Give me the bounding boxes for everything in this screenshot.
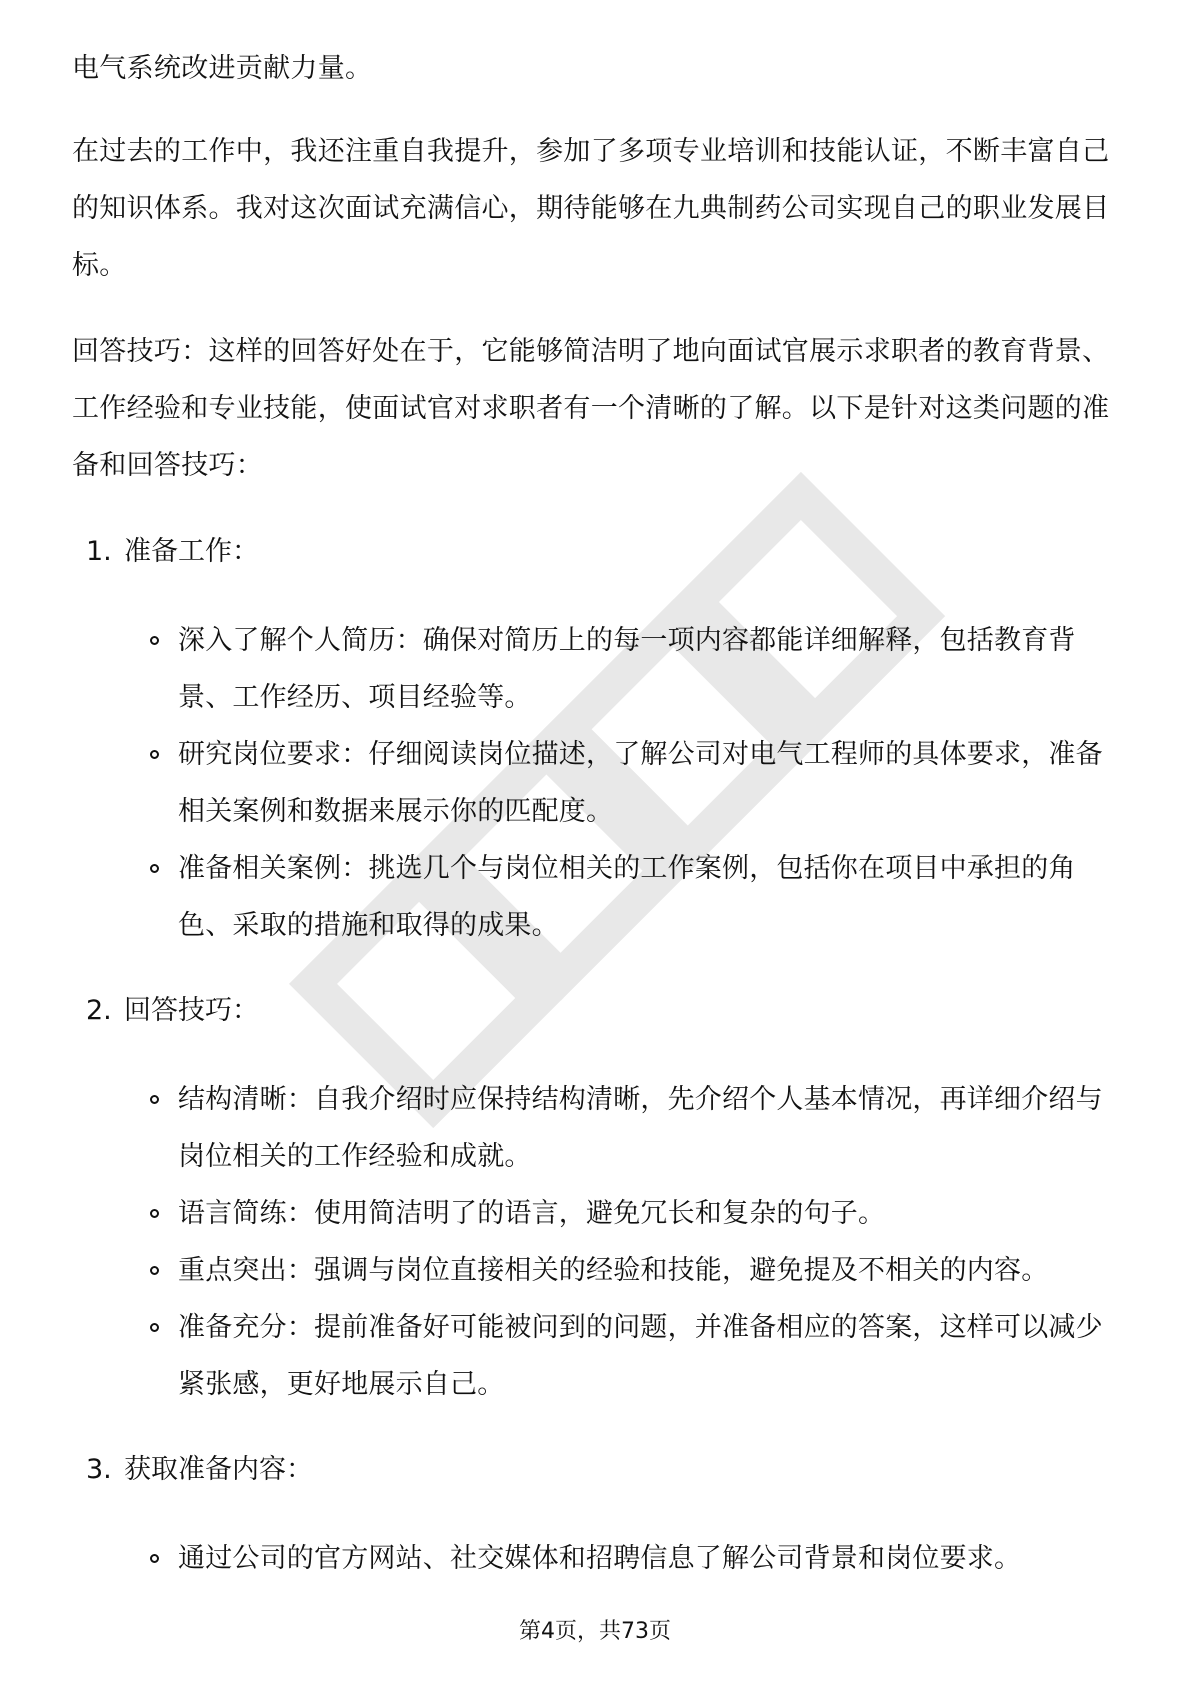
- list-item-text: 研究岗位要求：仔细阅读岗位描述，了解公司对电气工程师的具体要求，准备相关案例和数据来展示你的匹配度。: [178, 739, 1103, 827]
- list-item-text: 通过公司的官方网站、社交媒体和招聘信息了解公司背景和岗位要求。: [178, 1543, 1022, 1574]
- page-number-footer: 第4页，共73页: [519, 1619, 671, 1644]
- bullet-circle-icon: [150, 1209, 159, 1218]
- list-item: [178, 726, 1122, 840]
- list-item: [178, 1530, 1122, 1587]
- list-item: [178, 1185, 1122, 1242]
- section-get-content: [72, 1441, 1122, 1587]
- section-answer-tips: [72, 982, 1122, 1413]
- bullet-circle-icon: [150, 636, 159, 645]
- section-title: 回答技巧：: [124, 995, 259, 1026]
- section-number: 1.: [86, 536, 112, 567]
- section-heading: [72, 1441, 1122, 1498]
- bullet-circle-icon: [150, 864, 159, 873]
- section-number: 3.: [86, 1454, 112, 1485]
- paragraph-1: 电气系统改进贡献力量。: [72, 53, 373, 84]
- list-item-text: 准备相关案例：挑选几个与岗位相关的工作案例，包括你在项目中承担的角色、采取的措施和取得的成果。: [178, 853, 1076, 941]
- bullet-circle-icon: [150, 1554, 159, 1563]
- bullet-list: [72, 612, 1122, 954]
- list-item: [178, 1299, 1122, 1413]
- document-page: [72, 40, 1122, 1615]
- section-heading: [72, 523, 1122, 580]
- section-number: 2.: [86, 995, 112, 1026]
- list-item: [178, 612, 1122, 726]
- bullet-circle-icon: [150, 1266, 159, 1275]
- list-item-text: 深入了解个人简历：确保对简历上的每一项内容都能详细解释，包括教育背景、工作经历、项目经验等。: [178, 625, 1076, 713]
- list-item-text: 结构清晰：自我介绍时应保持结构清晰，先介绍个人基本情况，再详细介绍与岗位相关的工作经验和成就。: [178, 1084, 1103, 1172]
- paragraph-3: 回答技巧：这样的回答好处在于，它能够简洁明了地向面试官展示求职者的教育背景、工作经验和专业技能，使面试官对求职者有一个清晰的了解。以下是针对这类问题的准备和回答技巧：: [72, 336, 1110, 481]
- list-item: [178, 1071, 1122, 1185]
- bullet-circle-icon: [150, 1095, 159, 1104]
- paragraph-2: 在过去的工作中，我还注重自我提升，参加了多项专业培训和技能认证，不断丰富自己的知识体系。我对这次面试充满信心，期待能够在九典制药公司实现自己的职业发展目标。: [72, 136, 1110, 281]
- bullet-circle-icon: [150, 1323, 159, 1332]
- section-title: 准备工作：: [124, 536, 259, 567]
- list-item-text: 重点突出：强调与岗位直接相关的经验和技能，避免提及不相关的内容。: [178, 1255, 1049, 1286]
- section-title: 获取准备内容：: [124, 1454, 313, 1485]
- bullet-list: [72, 1530, 1122, 1587]
- list-item: [178, 840, 1122, 954]
- bullet-circle-icon: [150, 750, 159, 759]
- list-item-text: 准备充分：提前准备好可能被问到的问题，并准备相应的答案，这样可以减少紧张感，更好地展示自己。: [178, 1312, 1103, 1400]
- section-prepare: [72, 523, 1122, 954]
- list-item: [178, 1242, 1122, 1299]
- section-heading: [72, 982, 1122, 1039]
- list-item-text: 语言简练：使用简洁明了的语言，避免冗长和复杂的句子。: [178, 1198, 886, 1229]
- bullet-list: [72, 1071, 1122, 1413]
